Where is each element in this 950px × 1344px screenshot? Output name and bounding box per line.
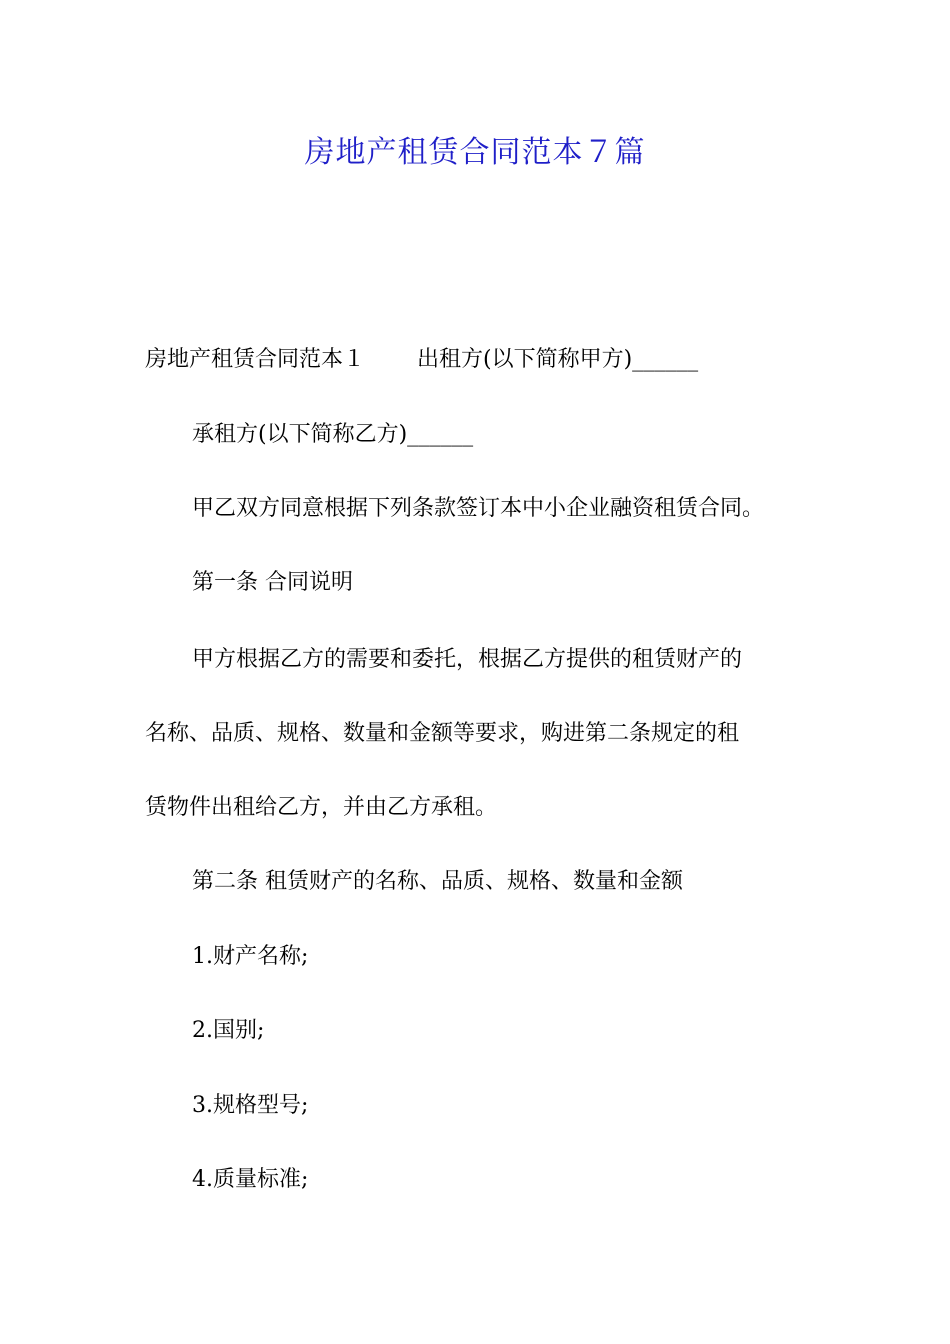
list-item: 1.财产名称; [192,944,309,969]
list-item: 3.规格型号; [192,1093,309,1118]
document-title: 房地产租赁合同范本７篇 [304,135,646,170]
list-item: 2.国别; [192,1018,265,1043]
lessee-line: 承租方(以下简称乙方)______ [192,422,474,447]
agreement-sentence: 甲乙双方同意根据下列条款签订本中小企业融资租赁合同。 [192,496,765,521]
article-1-paragraph-line-1: 甲方根据乙方的需要和委托，根据乙方提供的租赁财产的 [192,647,743,672]
article-1-paragraph-line-3: 赁物件出租给乙方，并由乙方承租。 [145,795,498,820]
article-2-heading: 第二条 租赁财产的名称、品质、规格、数量和金额 [192,869,683,894]
section-heading-1: 房地产租赁合同范本１ [145,347,366,372]
article-1-paragraph-line-2: 名称、品质、规格、数量和金额等要求，购进第二条规定的租 [145,721,740,746]
first-line [145,345,698,375]
article-1-heading: 第一条 合同说明 [192,570,353,595]
lessor-line: 出租方(以下简称甲方)______ [417,347,699,372]
list-item: 4.质量标准; [192,1167,309,1192]
